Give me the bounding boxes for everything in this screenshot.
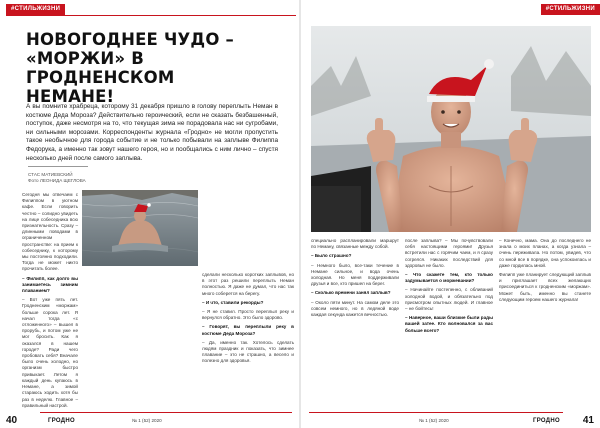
paragraph: – Вот уже пять лет. Гродненским «моржам» больше сорока лет. Я начал тогда «с отложенного» – вышел в прорубь, и потом уже не мог бросить. Как я оказался в нашем городе? Ради чего пробовать себя? Вначале было очень холодно, но организм быстро привыкает. Летом я каждый день купаюсь в Немане, а зимой стараюсь ходить хотя бы раз в неделю. Главное – правильный настрой.	[22, 297, 78, 408]
paragraph: Филипп уже планирует следующий заплыв и приглашает всех желающих присоединиться к гродненским «моржам». Может быть, именно вы станете следующим героем нашего журнала!	[499, 272, 591, 302]
magazine-brand: ГРОДНО	[533, 418, 560, 424]
left-page	[0, 0, 299, 428]
interview-question: – Наверное, ваши близкие были рады вашей затее. Кто волновался за вас больше всего?	[405, 315, 493, 333]
paragraph: – Начинайте постепенно, с обливаний холодной водой, и обязательно под присмотром опытных людей. И главное – не бойтесь!	[405, 287, 493, 312]
issue-number: № 1 (52) 2020	[419, 418, 449, 423]
paragraph: Сегодня мы отвечаем с Филиппом в уютном кафе. Если говорить честно – солидно увидеть на лице собеседника всю признательность. Сразу – длинными поводами в ограниченном пространстве: на прием к собеседнику, к которому мы постоянно подходили. Тогда не может никто прочитать более.	[22, 192, 78, 272]
page-number: 41	[582, 415, 594, 426]
byline	[28, 172, 86, 184]
section-tag: #СТИЛЬЖИЗНИ	[6, 4, 65, 15]
paragraph: – Конечно, мама. Она до последнего не знала о моих планах, а когда узнала – очень переживала. Но потом, увидев, что со мной все в порядке, она успокоилась и даже гордилась мной.	[499, 238, 591, 268]
article-headline	[26, 30, 288, 106]
swimmer-portrait-photo	[311, 26, 591, 232]
paragraph: – Да, именно так. Хотелось сделать людям праздник и показать, что зимнее плавание – это не страшно, а весело и полезно для здоровья.	[202, 339, 294, 364]
river-photo-illustration	[82, 190, 198, 266]
article-column-6	[499, 238, 591, 303]
article-column-4	[311, 238, 399, 318]
magazine-brand: ГРОДНО	[48, 418, 75, 424]
interview-question: – Что скажете тем, кто только задумывается о моржевании?	[405, 272, 493, 284]
issue-number: № 1 (52) 2020	[132, 418, 162, 423]
paragraph: сделали несколько коротких заплывов, но в этот раз решили переплыть Неман полностью. Я даже не думал, что нас так много соберется на берегу.	[202, 272, 294, 296]
paragraph: – Немного было, все-таки течение в Немане сильное, и вода очень холодная. Но меня поддерживали друзья и все, кто пришел на берег.	[311, 262, 399, 287]
headline-line-3: НЕМАНЕ!	[26, 87, 115, 106]
interview-question: – Сколько времени занял заплыв?	[311, 290, 391, 296]
headline-line-1: НОВОГОДНЕЕ ЧУДО –	[26, 30, 234, 49]
footer-rule	[309, 412, 563, 413]
page-number: 40	[6, 415, 18, 426]
portrait-photo-illustration	[311, 26, 591, 232]
interview-question: – Говорят, вы переплыли реку в костюме Деда Мороза?	[202, 324, 294, 336]
article-column-1	[22, 192, 78, 409]
right-page	[301, 0, 600, 428]
interview-question: – Филипп, как долго вы занимаетесь зимним плаванием?	[22, 275, 78, 294]
section-rule	[6, 15, 296, 16]
byline-photo: Фото ЛЕОНИДА ЩЕГЛОВА	[28, 178, 86, 183]
article-column-5	[405, 238, 493, 334]
paragraph: – Около пяти минут. На самом деле это совсем немного, но в ледяной воде каждая секунда кажется вечностью.	[311, 299, 399, 318]
headline-line-2: «МОРЖИ» В ГРОДНЕНСКОМ	[26, 49, 175, 87]
section-tag: #СТИЛЬЖИЗНИ	[541, 4, 600, 15]
article-lead: А вы помните храбреца, которому 31 декабря пришло в голову переплыть Неман в костюме Деда Мороза? Действительно героический, если не сказать безбашенный, поступок, даже несмотря на то, что текущая зима не порадовала нас ни сугробами, ни сильными морозами. Корреспонденты журнала «Гродно» не могли пропустить такое необычное для города событие и не только побывали на заплыве Филиппа Федорука, а именно так зовут нашего героя, но и пообщались с ним лично – спустя несколько дней после самого заплыва.	[26, 103, 278, 162]
paragraph: специально распланировали маршрут по Неману, связанные между собой.	[311, 238, 399, 250]
paragraph: – Я не ставил. Просто переплыл реку и вернулся обратно. Это было здорово.	[202, 309, 294, 321]
swimmer-river-photo	[82, 190, 198, 266]
paragraph: после заплыва? – Мы почувствовали себя настоящими героями! Друзья встретили нас с горячим чаем, и я сразу согрелся. Никаких последствий для здоровья не было.	[405, 238, 493, 268]
byline-author: СТАС МАТИЕВСКИЙ	[28, 172, 73, 177]
article-column-3	[202, 272, 294, 365]
interview-question: – И что, ставили рекорды?	[202, 299, 264, 305]
byline-rule	[28, 166, 88, 167]
interview-question: – Было страшно?	[311, 253, 352, 259]
footer-rule	[40, 412, 292, 413]
